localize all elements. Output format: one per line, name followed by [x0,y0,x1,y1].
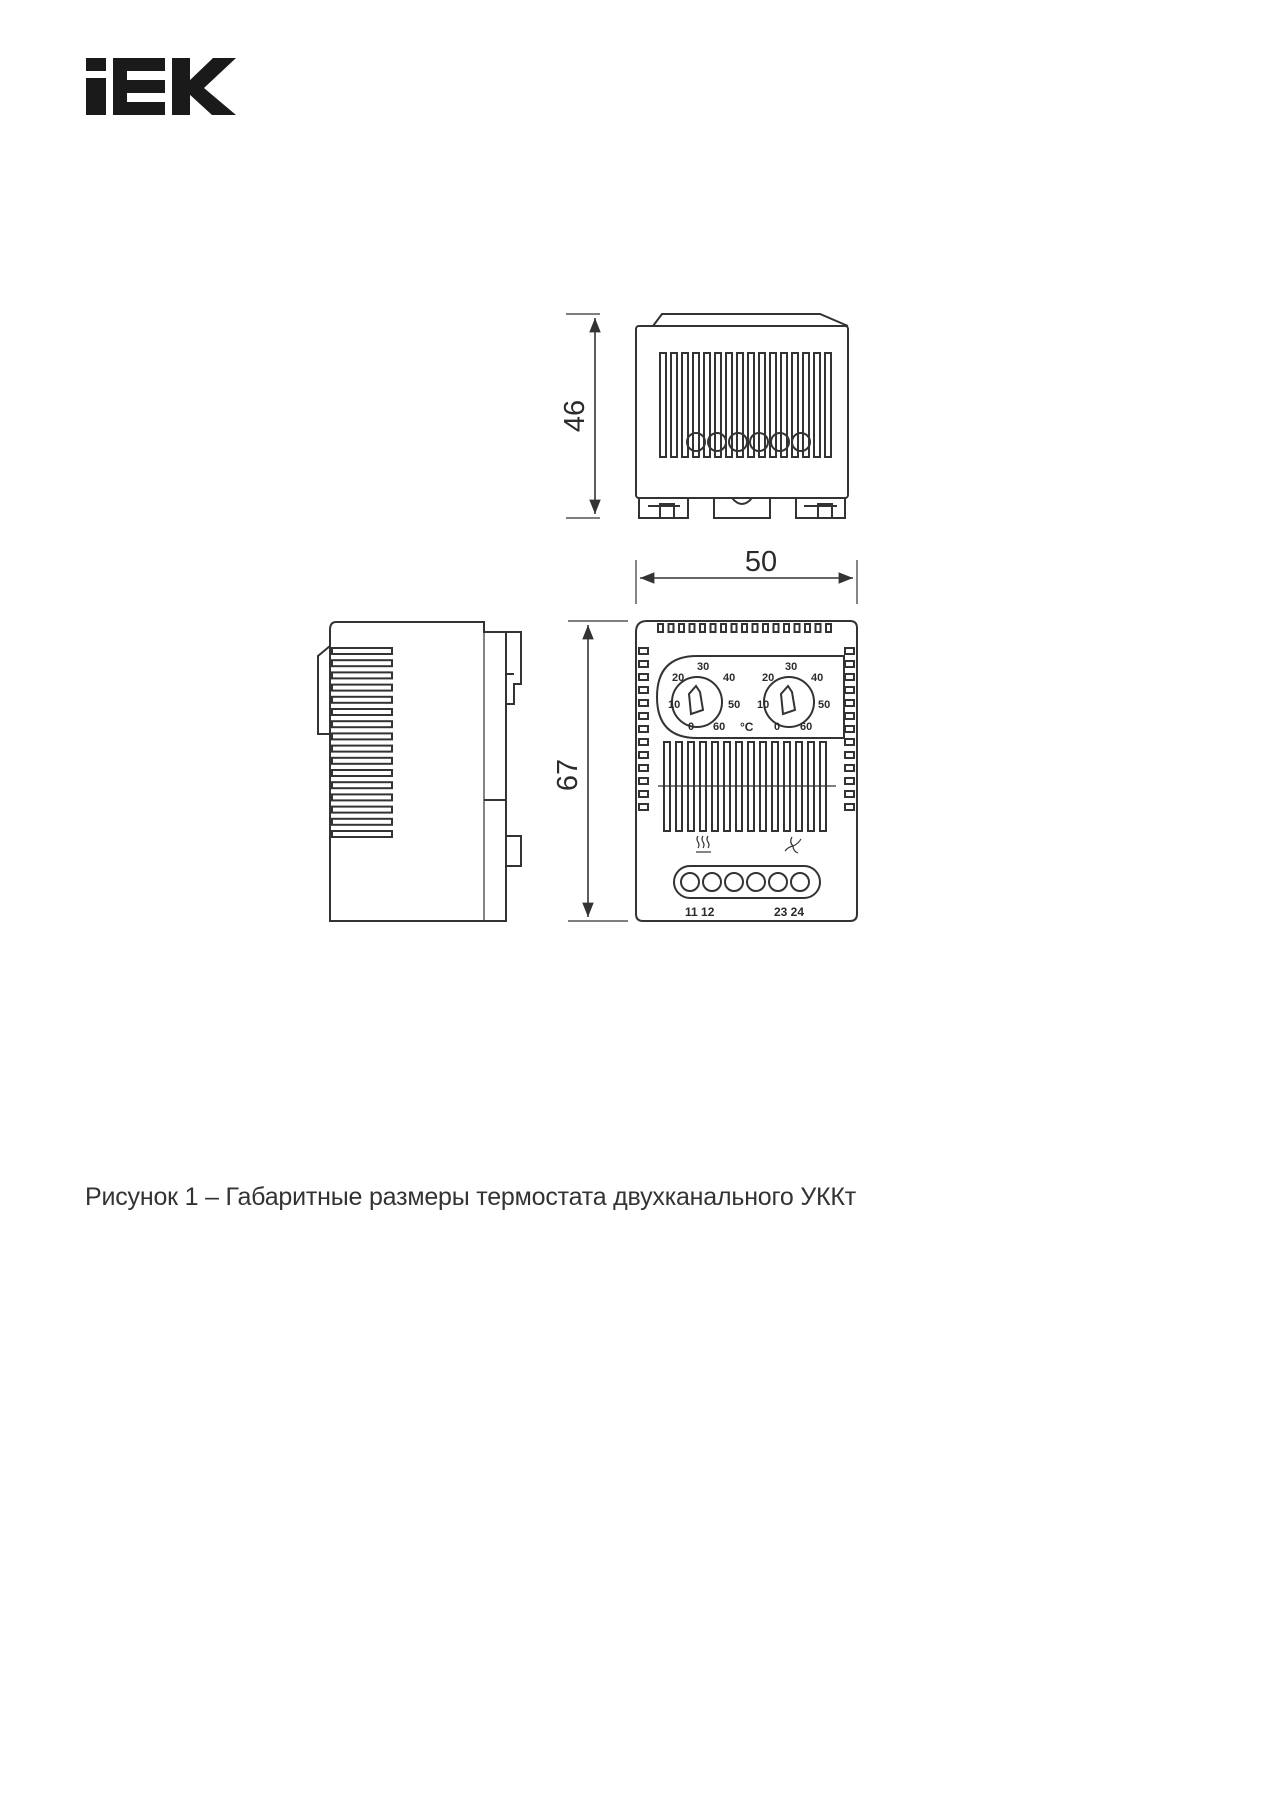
vent-slot [845,804,854,810]
terminal-hole [725,873,743,891]
vent-slot [845,791,854,797]
vent-slot [332,819,392,825]
terminal-hole [769,873,787,891]
vent-slot [700,624,705,632]
vent-slot [845,687,854,693]
vent-slot [332,697,392,703]
dimension-height: 67 [552,758,584,792]
vent-slot [845,713,854,719]
vent-slot [332,709,392,715]
vent-slot [781,353,787,457]
vent-slot [639,661,648,667]
vent-slot [639,648,648,654]
dial-scale-left [668,661,740,733]
svg-text:40: 40 [723,672,736,684]
vent-slot [332,685,392,691]
vent-slot [332,746,392,752]
terminal-hole [791,873,809,891]
svg-text:40: 40 [811,672,824,684]
vent-slot [658,624,663,632]
vent-slot [639,765,648,771]
svg-text:50: 50 [818,699,831,711]
side-view [318,622,521,921]
vent-slot [737,353,743,457]
vent-slot [639,739,648,745]
heater-icon [696,836,711,852]
front-view [636,621,857,921]
vent-slot [742,624,747,632]
vent-slot [332,660,392,666]
vent-slot [332,794,392,800]
svg-text:0: 0 [688,721,695,733]
vent-slot [690,624,695,632]
vent-slot [845,726,854,732]
vent-slot [845,648,854,654]
dimension-depth: 46 [559,399,591,433]
vent-slot [795,624,800,632]
vent-slot [332,782,392,788]
terminal-hole [687,433,705,451]
dimension-width: 50 [744,546,778,578]
top-view [636,314,848,518]
vent-slot [332,770,392,776]
vent-slot [639,726,648,732]
terminal-hole [792,433,810,451]
svg-text:60: 60 [713,721,726,733]
vent-slot [759,353,765,457]
vent-slot [803,353,809,457]
svg-text:60: 60 [800,721,813,733]
vent-slot [693,353,699,457]
vent-slot [814,353,820,457]
terminal-hole [703,873,721,891]
vent-slot [816,624,821,632]
svg-text:30: 30 [785,661,798,673]
vent-slot [732,624,737,632]
vent-slot [845,765,854,771]
temperature-unit: °C [740,720,754,734]
vent-slot [332,807,392,813]
svg-text:10: 10 [668,699,681,711]
vent-slot [805,624,810,632]
vent-slot [669,624,674,632]
terminal-hole [747,873,765,891]
svg-text:0: 0 [774,721,781,733]
vent-slot [845,778,854,784]
svg-text:20: 20 [762,672,775,684]
vent-slot [845,674,854,680]
vent-slot [711,624,716,632]
vent-slot [763,624,768,632]
vent-slot [671,353,677,457]
vent-slot [332,721,392,727]
vent-slot [845,752,854,758]
vent-slot [721,624,726,632]
vent-slot [639,804,648,810]
dial-knob [689,686,703,714]
vent-slot [715,353,721,457]
vent-slot [845,739,854,745]
terminal-labels-right: 23 24 [774,905,805,919]
dial-knob [781,686,795,714]
svg-text:10: 10 [757,699,770,711]
vent-slot [845,700,854,706]
vent-slot [845,661,854,667]
vent-slot [639,752,648,758]
terminal-labels-left: 11 12 [685,905,715,919]
vent-slot [332,672,392,678]
vent-slot [332,648,392,654]
vent-slot [825,353,831,457]
terminal-hole [681,873,699,891]
vent-slot [639,778,648,784]
vent-slot [753,624,758,632]
vent-slot [332,831,392,837]
svg-text:30: 30 [697,661,710,673]
vent-slot [639,700,648,706]
vent-slot [784,624,789,632]
vent-slot [332,733,392,739]
figure-caption: Рисунок 1 – Габаритные размеры термостата двухканального УККт [85,1183,856,1211]
vent-slot [639,674,648,680]
svg-text:50: 50 [728,699,741,711]
vent-slot [639,713,648,719]
fan-icon [785,837,801,853]
vent-slot [679,624,684,632]
vent-slot [332,758,392,764]
vent-slot [639,791,648,797]
vent-slot [826,624,831,632]
vent-slot [660,353,666,457]
vent-slot [639,687,648,693]
svg-text:20: 20 [672,672,685,684]
vent-slot [774,624,779,632]
